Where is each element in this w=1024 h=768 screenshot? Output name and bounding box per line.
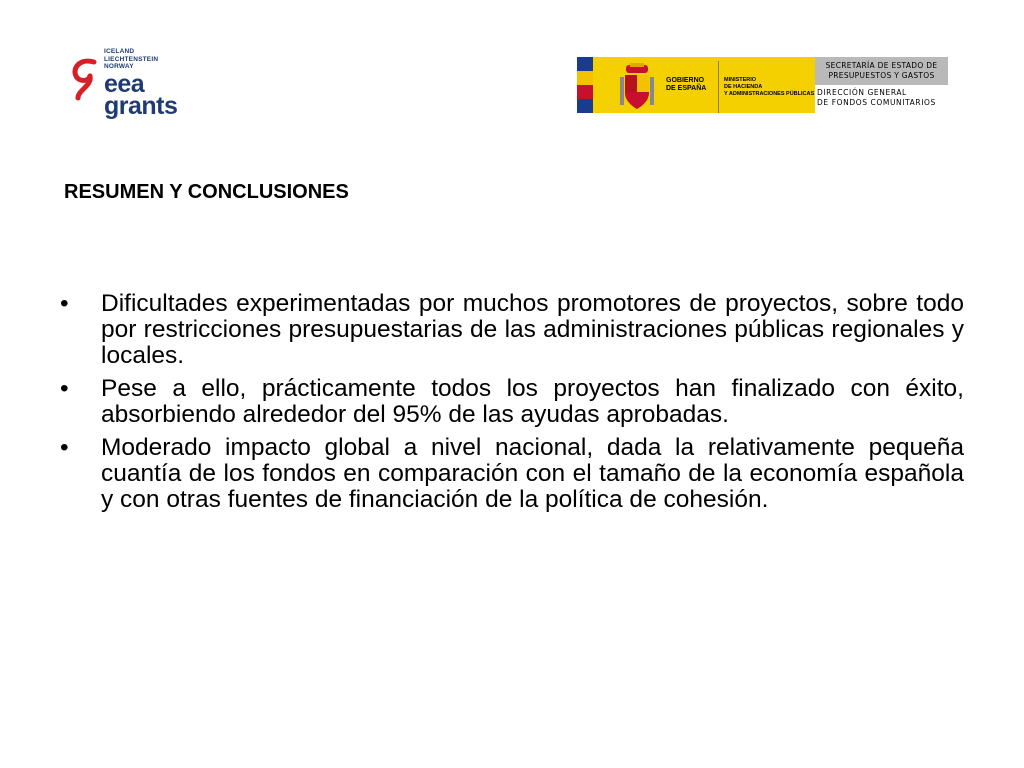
secretaria-box [815, 57, 948, 85]
country-liechtenstein: LIECHTENSTEIN [104, 55, 159, 63]
bullet-item [60, 376, 964, 428]
eea-swirl-icon [70, 56, 104, 102]
bullet-text: Dificultades experimentadas por muchos promotores de proyectos, sobre todo por restricciones presupuestarias de las administraciones públicas regionales y locales. [101, 290, 964, 369]
bullet-icon: • [60, 290, 69, 317]
country-norway: NORWAY [104, 63, 134, 70]
coat-of-arms-icon [620, 63, 654, 111]
eea-countries [104, 48, 158, 71]
grants-word: grants [104, 92, 178, 120]
secretaria-line1: SECRETARÍA DE ESTADO DE [825, 61, 938, 70]
gov-divider [718, 61, 719, 113]
direccion-line2: DE FONDOS COMUNITARIOS [817, 98, 936, 107]
gov-yellow-panel [593, 57, 815, 113]
bullet-item [60, 291, 964, 369]
ministerio-label [724, 77, 814, 98]
ministerio-line2: DE HACIENDA [724, 84, 763, 90]
country-iceland: ICELAND [104, 48, 135, 55]
bullet-text: Pese a ello, prácticamente todos los proyectos han finalizado con éxito, absorbiendo alrededor del 95% de las ayudas aprobadas. [101, 375, 964, 428]
bullet-icon: • [60, 434, 69, 461]
slide-title: RESUMEN Y CONCLUSIONES [64, 181, 349, 203]
direccion-line1: DIRECCIÓN GENERAL [817, 88, 907, 97]
secretaria-line2: PRESUPUESTOS Y GASTOS [828, 71, 935, 80]
bullet-item [60, 435, 964, 513]
bullet-list [60, 291, 964, 520]
gobierno-line2: DE ESPAÑA [666, 85, 707, 92]
gobierno-line1: GOBIERNO [666, 77, 705, 84]
gobierno-label [666, 77, 706, 93]
bullet-icon: • [60, 375, 69, 402]
gobierno-espana-banner [577, 55, 950, 117]
eea-word: eea [104, 70, 145, 98]
direccion-general-label [815, 88, 936, 108]
eea-grants-logo [70, 44, 200, 124]
ministerio-line3: Y ADMINISTRACIONES PÚBLICAS [724, 91, 815, 97]
flag-stripe [577, 57, 593, 113]
bullet-text: Moderado impacto global a nivel nacional, dada la relativamente pequeña cuantía de los fondos en comparación con el tamaño de la economía española y con otras fuentes de financiación de la política de cohesión. [101, 434, 964, 513]
ministerio-line1: MINISTERIO [724, 77, 757, 83]
